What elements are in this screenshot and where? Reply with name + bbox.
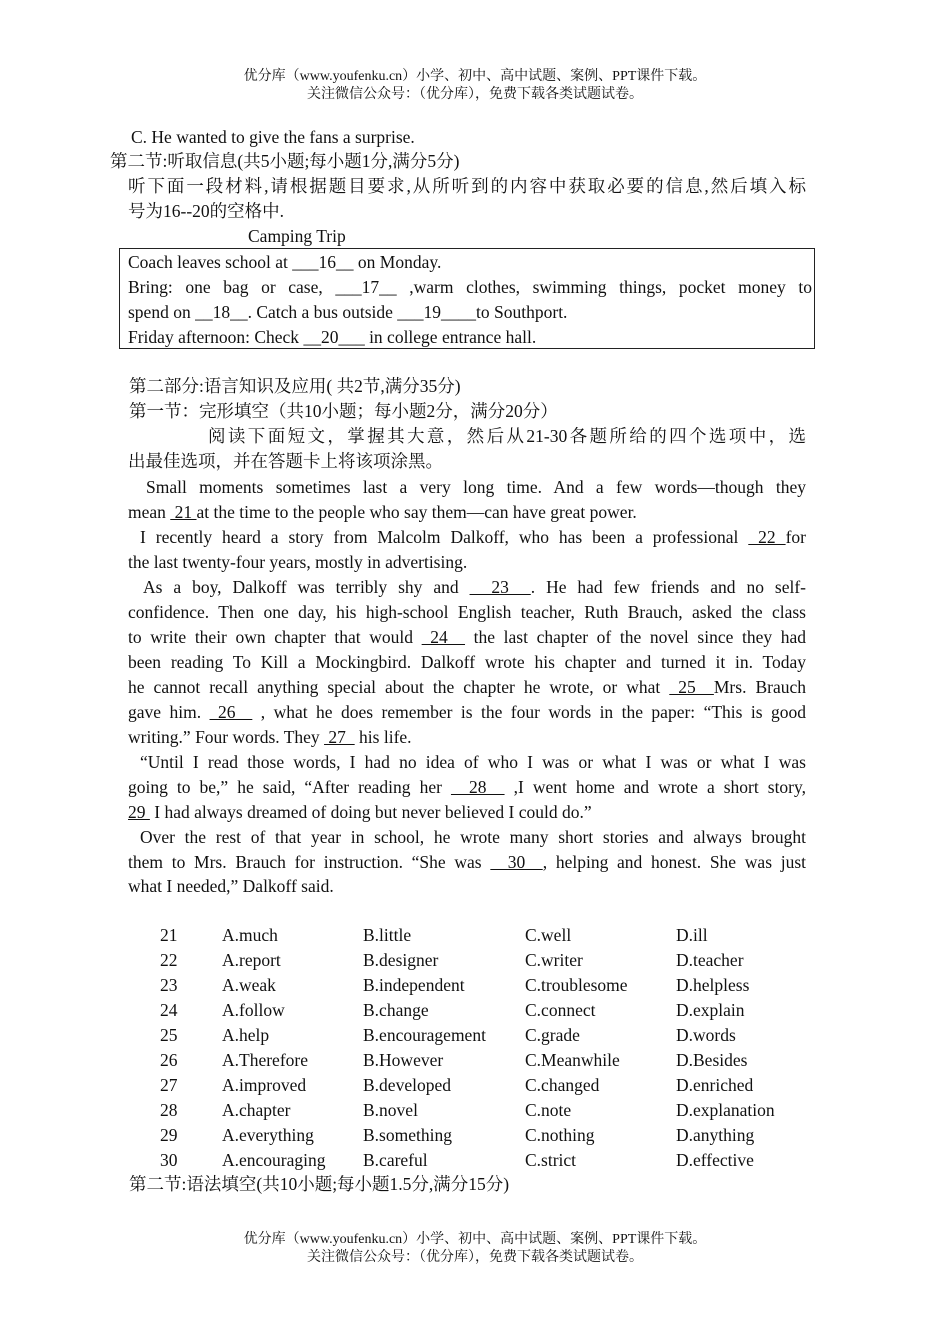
listening-section-title: 第二节:听取信息(共5小题;每小题1分,满分5分)	[110, 151, 460, 171]
blank-21: 21	[170, 502, 197, 522]
box-row-4: Friday afternoon: Check __20___ in college entrance hall.	[128, 327, 537, 347]
previous-option-c: C. He wanted to give the fans a surprise.	[131, 127, 415, 147]
question-number-27: 27	[160, 1075, 178, 1095]
box-row-3: spend on __18__. Catch a bus outside ___19____to Southport.	[128, 302, 568, 322]
passage-line-12: “Until I read those words, I had no idea of who I was or what I was or what I was	[140, 752, 806, 772]
option-c-26: C.Meanwhile	[525, 1050, 620, 1070]
page-header-line-2: 关注微信公众号：（优分库），免费下载各类试题试卷。	[307, 87, 643, 102]
passage-line-17: what I needed,” Dalkoff said.	[128, 876, 334, 896]
blank-17: ___17__	[335, 277, 397, 297]
option-b-25: B.encouragement	[363, 1025, 486, 1045]
passage-line-13: going to be,” he said, “After reading her 28 ,I went home and wrote a short story,	[128, 777, 806, 797]
blank-24: 24	[421, 627, 466, 647]
passage-line-15: Over the rest of that year in school, he wrote many short stories and always brought	[140, 827, 806, 847]
question-number-24: 24	[160, 1000, 178, 1020]
option-b-26: B.However	[363, 1050, 444, 1070]
option-a-22: A.report	[222, 950, 281, 970]
passage-line-2: mean 21 at the time to the people who say them—can have great power.	[128, 502, 637, 522]
option-d-21: D.ill	[676, 925, 708, 945]
option-d-23: D.helpless	[676, 975, 750, 995]
option-a-24: A.follow	[222, 1000, 285, 1020]
passage-line-1: Small moments sometimes last a very long time. And a few words—though they	[146, 477, 806, 497]
blank-26: 26	[209, 702, 253, 722]
question-number-28: 28	[160, 1100, 178, 1120]
passage-line-9: he cannot recall anything special about the chapter he wrote, or what 25 Mrs. Brauch	[128, 677, 806, 697]
passage-line-8: been reading To Kill a Mockingbird. Dalkoff wrote his chapter and turned it in. Today	[128, 652, 806, 672]
option-c-24: C.connect	[525, 1000, 596, 1020]
passage-line-16: them to Mrs. Brauch for instruction. “She was 30 , helping and honest. She was just	[128, 852, 806, 872]
option-b-23: B.independent	[363, 975, 465, 995]
option-b-28: B.novel	[363, 1100, 418, 1120]
blank-30: 30	[490, 852, 543, 872]
option-b-24: B.change	[363, 1000, 429, 1020]
option-d-29: D.anything	[676, 1125, 755, 1145]
option-a-27: A.improved	[222, 1075, 307, 1095]
option-c-28: C.note	[525, 1100, 572, 1120]
question-number-29: 29	[160, 1125, 178, 1145]
question-number-21: 21	[160, 925, 178, 945]
blank-22: 22	[748, 527, 786, 547]
page-header-line-1: 优分库（www.youfenku.cn）小学、初中、高中试题、案例、PPT课件下载。	[243, 69, 707, 84]
cloze-section-title: 第一节：完形填空（共10小题；每小题2分，满分20分）	[129, 401, 558, 421]
option-c-25: C.grade	[525, 1025, 580, 1045]
option-b-21: B.little	[363, 925, 412, 945]
option-a-29: A.everything	[222, 1125, 314, 1145]
option-c-22: C.writer	[525, 950, 583, 970]
blank-28: 28	[450, 777, 505, 797]
blank-29: 29	[128, 802, 150, 822]
part2-title: 第二部分:语言知识及应用( 共2节,满分35分)	[129, 376, 461, 396]
option-a-25: A.help	[222, 1025, 270, 1045]
option-d-27: D.enriched	[676, 1075, 754, 1095]
option-d-28: D.explanation	[676, 1100, 775, 1120]
option-a-30: A.encouraging	[222, 1150, 326, 1170]
grammar-section-title: 第二节:语法填空(共10小题;每小题1.5分,满分15分)	[129, 1174, 510, 1194]
option-d-26: D.Besides	[676, 1050, 748, 1070]
passage-line-3: I recently heard a story from Malcolm Dalkoff, who has been a professional 22 for	[140, 527, 806, 547]
passage-line-7: to write their own chapter that would 24 the last chapter of the novel since they had	[128, 627, 806, 647]
cloze-instruction-line-2: 出最佳选项，并在答题卡上将该项涂黑。	[128, 451, 443, 471]
passage-line-14: 29 I had always dreamed of doing but never believed I could do.”	[128, 802, 592, 822]
table-title: Camping Trip	[248, 226, 346, 246]
option-b-22: B.designer	[363, 950, 439, 970]
question-number-22: 22	[160, 950, 178, 970]
option-c-23: C.troublesome	[525, 975, 628, 995]
question-number-30: 30	[160, 1150, 178, 1170]
passage-line-6: confidence. Then one day, his high-school English teacher, Ruth Brauch, asked the class	[128, 602, 806, 622]
option-b-29: B.something	[363, 1125, 452, 1145]
option-d-22: D.teacher	[676, 950, 744, 970]
box-row-1: Coach leaves school at ___16__ on Monday.	[128, 252, 442, 272]
option-a-21: A.much	[222, 925, 278, 945]
passage-line-11: writing.” Four words. They 27 his life.	[128, 727, 412, 747]
listening-instruction-line-2: 号为16--20的空格中.	[128, 201, 285, 221]
page-footer-line-2: 关注微信公众号：（优分库），免费下载各类试题试卷。	[307, 1250, 643, 1265]
blank-27: 27	[324, 727, 355, 747]
listening-instruction-line-1: 听下面一段材料,请根据题目要求,从所听到的内容中获取必要的信息,然后填入标	[128, 176, 806, 196]
option-d-24: D.explain	[676, 1000, 745, 1020]
option-a-28: A.chapter	[222, 1100, 291, 1120]
option-a-26: A.Therefore	[222, 1050, 308, 1070]
option-d-25: D.words	[676, 1025, 736, 1045]
blank-20: __20___	[303, 327, 365, 347]
option-b-30: B.careful	[363, 1150, 428, 1170]
option-d-30: D.effective	[676, 1150, 754, 1170]
question-number-25: 25	[160, 1025, 178, 1045]
box-row-2: Bring: one bag or case, ___17__ ,warm clothes, swimming things, pocket money to	[128, 277, 812, 297]
question-number-23: 23	[160, 975, 178, 995]
option-c-27: C.changed	[525, 1075, 600, 1095]
passage-line-5: As a boy, Dalkoff was terribly shy and 23 . He had few friends and no self-	[143, 577, 806, 597]
cloze-instruction-line-1: 阅读下面短文，掌握其大意，然后从21-30各题所给的四个选项中，选	[208, 426, 806, 446]
question-number-26: 26	[160, 1050, 178, 1070]
passage-line-10: gave him. 26 , what he does remember is the four words in the paper: “This is good	[128, 702, 806, 722]
blank-23: 23	[469, 577, 531, 597]
option-c-21: C.well	[525, 925, 572, 945]
blank-18: __18__	[195, 302, 248, 322]
blank-19: ___19____	[397, 302, 477, 322]
option-a-23: A.weak	[222, 975, 276, 995]
option-c-30: C.strict	[525, 1150, 577, 1170]
option-b-27: B.developed	[363, 1075, 451, 1095]
blank-25: 25	[669, 677, 714, 697]
page-footer-line-1: 优分库（www.youfenku.cn）小学、初中、高中试题、案例、PPT课件下载。	[243, 1232, 707, 1247]
passage-line-4: the last twenty-four years, mostly in advertising.	[128, 552, 468, 572]
blank-16: ___16__	[292, 252, 354, 272]
option-c-29: C.nothing	[525, 1125, 595, 1145]
